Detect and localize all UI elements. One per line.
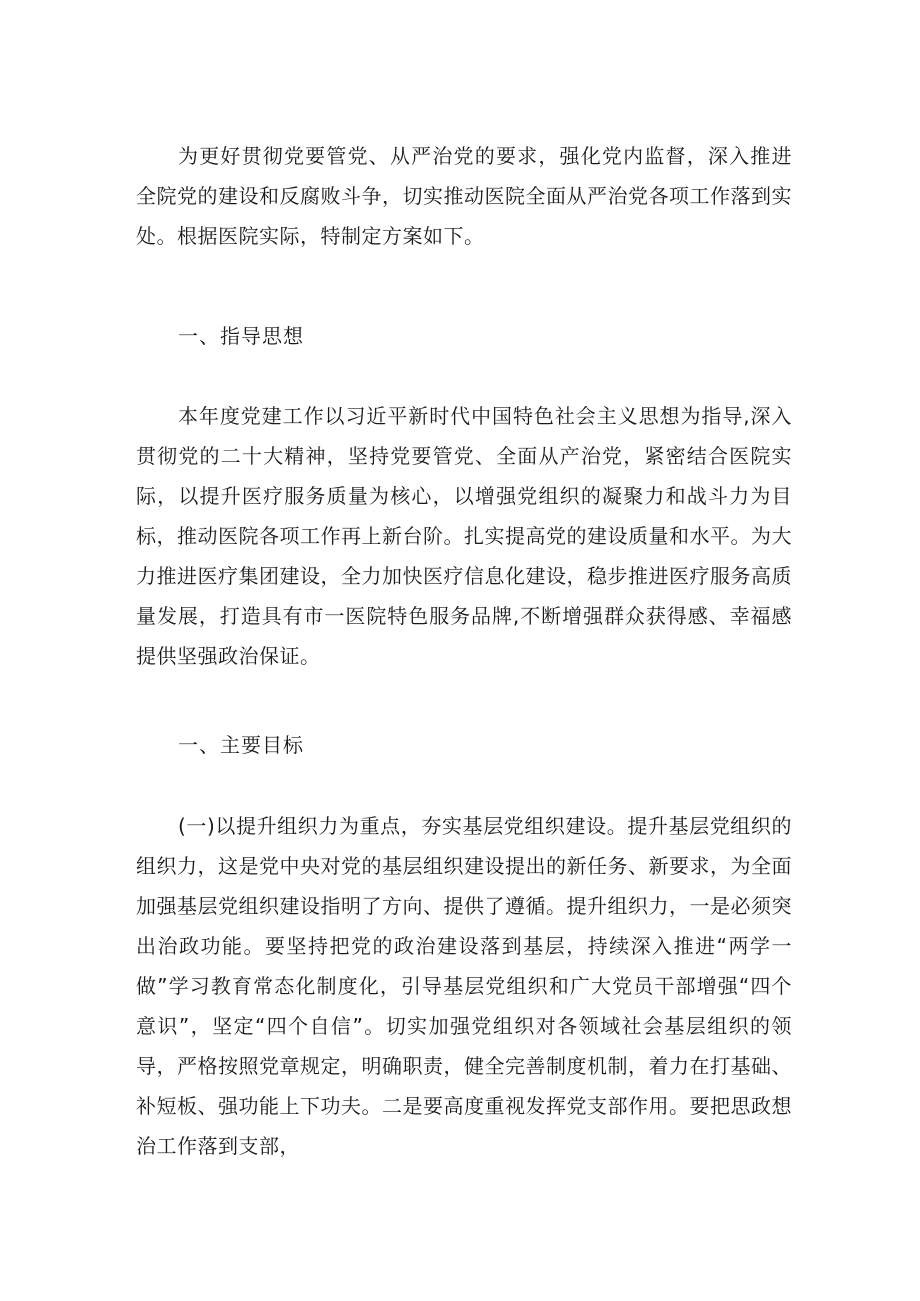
section-heading-main-goals: 一、主要目标 — [178, 733, 304, 757]
intro-paragraph: 为更好贯彻党要管党、从严治党的要求，强化党内监督，深入推进全院党的建设和反腐败斗争，切实推动医院全面从严治党各项工作落到实处。根据医院实际，特制定方案如下。 — [136, 144, 792, 248]
section-heading-guiding-ideology: 一、指导思想 — [178, 324, 304, 348]
guiding-ideology-paragraph: 本年度党建工作以习近平新时代中国特色社会主义思想为指导,深入贯彻党的二十大精神，坚持党要管党、全面从产治党，紧密结合医院实际，以提升医疗服务质量为核心，以增强党组织的凝聚力和战斗力为目标，推动医院各项工作再上新台阶。扎实提高党的建设质量和水平。为大力推进医疗集团建设，全力加快医疗信息化建设，稳步推进医疗服务高质量发展，打造具有市一医院特色服务品牌,不断增强群众获得感、幸福感提供坚强政治保证。 — [136, 404, 792, 668]
main-goals-paragraph: (一)以提升组织力为重点，夯实基层党组织建设。提升基层党组织的组织力，这是党中央对党的基层组织建设提出的新任务、新要求，为全面加强基层党组织建设指明了方向、提供了遵循。提升组织力，一是必须突出治政功能。要坚持把党的政治建设落到基层，持续深入推进“两学一做”学习教育常态化制度化，引导基层党组织和广大党员干部增强“四个意识”，坚定“四个自信”。切实加强党组织对各领域社会基层组织的领导，严格按照党章规定，明确职责，健全完善制度机制，着力在打基础、补短板、强功能上下功夫。二是要高度重视发挥党支部作用。要把思政想治工作落到支部， — [136, 814, 792, 1158]
